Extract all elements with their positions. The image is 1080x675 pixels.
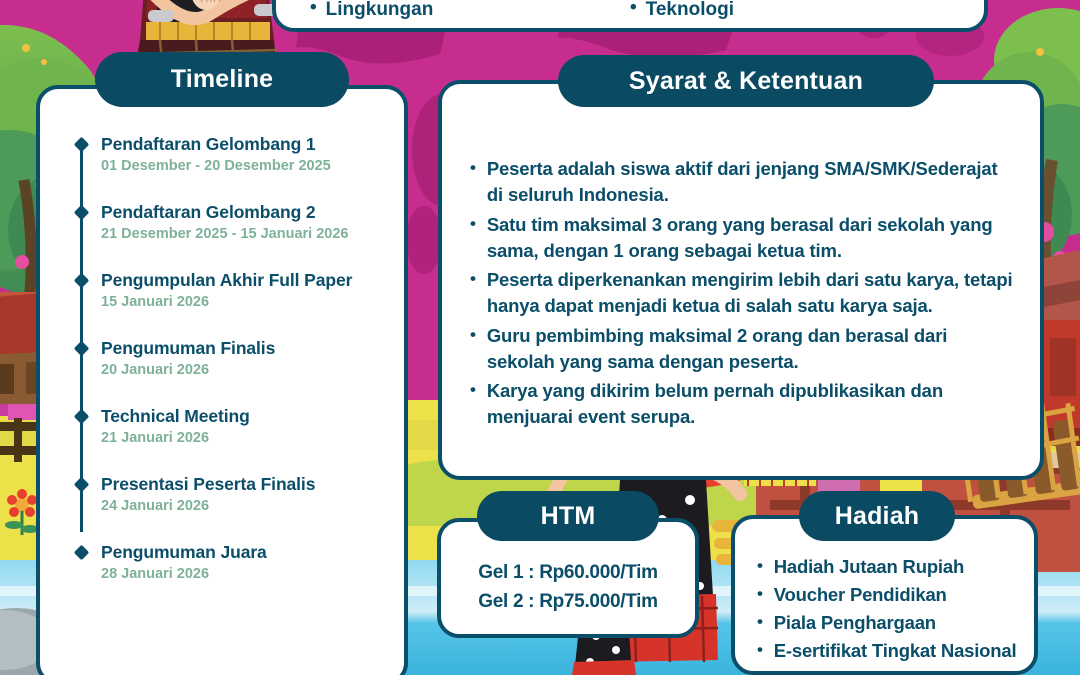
timeline-item-date: 24 Januari 2026 (101, 498, 210, 515)
syarat-title-pill: Syarat & Ketentuan (558, 55, 934, 107)
timeline-item (76, 134, 388, 180)
diamond-icon (74, 273, 90, 289)
syarat-item (470, 378, 1016, 431)
bullet-icon: • (470, 324, 476, 344)
syarat-ketentuan-card (438, 80, 1044, 480)
bullet-icon: • (757, 612, 763, 632)
diamond-icon (74, 545, 90, 561)
timeline-item-date: 21 Januari 2026 (101, 430, 210, 447)
kategori-item (630, 0, 950, 22)
hadiah-item-label: Piala Penghargaan (773, 612, 936, 634)
kategori-columns (276, 0, 984, 22)
timeline-item (76, 474, 388, 520)
timeline-item-date: 28 Januari 2026 (101, 566, 210, 583)
kategori-item (310, 0, 630, 22)
hadiah-item (757, 611, 1020, 635)
timeline-title-pill: Timeline (95, 52, 349, 107)
timeline-item-date: 21 Desember 2025 - 15 Januari 2026 (101, 226, 349, 243)
htm-title-pill: HTM (477, 491, 659, 541)
syarat-item-label: Karya yang dikirim belum pernah dipublikasikan dan menjuarai event serupa. (486, 380, 943, 428)
hadiah-item (757, 583, 1020, 607)
syarat-item-label: Guru pembimbing maksimal 2 orang dan berasal dari sekolah yang sama dengan peserta. (486, 324, 948, 372)
hadiah-item (757, 639, 1020, 663)
syarat-item-label: Peserta adalah siswa aktif dari jenjang SMA/SMK/Sederajat di seluruh Indonesia. (486, 158, 998, 206)
timeline-item (76, 202, 388, 248)
bullet-icon: • (470, 380, 476, 400)
timeline-item (76, 406, 388, 452)
kategori-column-1 (310, 0, 630, 22)
htm-line: Gel 2 : Rp75.000/Tim (478, 591, 658, 613)
syarat-item (470, 212, 1016, 265)
syarat-item (470, 267, 1016, 320)
bullet-icon: • (757, 584, 763, 604)
bullet-icon: • (630, 0, 637, 19)
hadiah-item-label: E-sertifikat Tingkat Nasional (773, 640, 1017, 662)
bullet-icon: • (310, 0, 317, 19)
kategori-card (272, 0, 988, 32)
hadiah-item (757, 555, 1020, 579)
diamond-icon (74, 137, 90, 153)
diamond-icon (74, 341, 90, 357)
syarat-item (470, 156, 1016, 209)
hadiah-list (757, 555, 1020, 667)
timeline-card (36, 85, 408, 675)
syarat-item-label: Satu tim maksimal 3 orang yang berasal dari sekolah yang sama, dengan 1 orang sebagai ketua tim. (486, 213, 993, 261)
hadiah-item-label: Hadiah Jutaan Rupiah (773, 556, 965, 577)
bullet-icon: • (470, 269, 476, 289)
bullet-icon: • (470, 158, 476, 177)
timeline-item-date: 01 Desember - 20 Desember 2025 (101, 158, 331, 175)
kategori-item-label: Teknologi (645, 0, 734, 21)
timeline-item (76, 542, 388, 588)
kategori-item-label: Lingkungan (325, 0, 434, 21)
hadiah-item-label: Voucher Pendidikan (773, 584, 947, 606)
htm-lines (441, 558, 695, 617)
kategori-column-2 (630, 0, 950, 22)
timeline-item-date: 15 Januari 2026 (101, 294, 210, 311)
timeline-item-date: 20 Januari 2026 (101, 362, 210, 379)
hadiah-title-pill: Hadiah (799, 491, 955, 541)
bullet-icon: • (757, 640, 763, 660)
timeline-item-title: Pendaftaran Gelombang 2 (101, 202, 316, 222)
bullet-icon: • (470, 213, 476, 233)
timeline-item (76, 270, 388, 316)
timeline-item-title: Pengumuman Finalis (101, 338, 276, 358)
timeline-item-title: Pengumpulan Akhir Full Paper (101, 270, 353, 290)
diamond-icon (74, 409, 90, 425)
diamond-icon (74, 205, 90, 221)
diamond-icon (74, 477, 90, 493)
syarat-item (470, 323, 1016, 376)
syarat-list (470, 156, 1016, 434)
timeline-item-title: Technical Meeting (101, 406, 250, 426)
timeline-item-title: Pendaftaran Gelombang 1 (101, 134, 316, 154)
syarat-item-label: Peserta diperkenankan mengirim lebih dari satu karya, tetapi hanya dapat menjadi ketua di salah satu karya saja. (486, 269, 1013, 317)
timeline-item-title: Pengumuman Juara (101, 542, 267, 562)
timeline-list (76, 134, 388, 610)
bullet-icon: • (757, 556, 763, 575)
timeline-item (76, 338, 388, 384)
timeline-item-title: Presentasi Peserta Finalis (101, 474, 316, 494)
htm-line: Gel 1 : Rp60.000/Tim (478, 562, 658, 583)
